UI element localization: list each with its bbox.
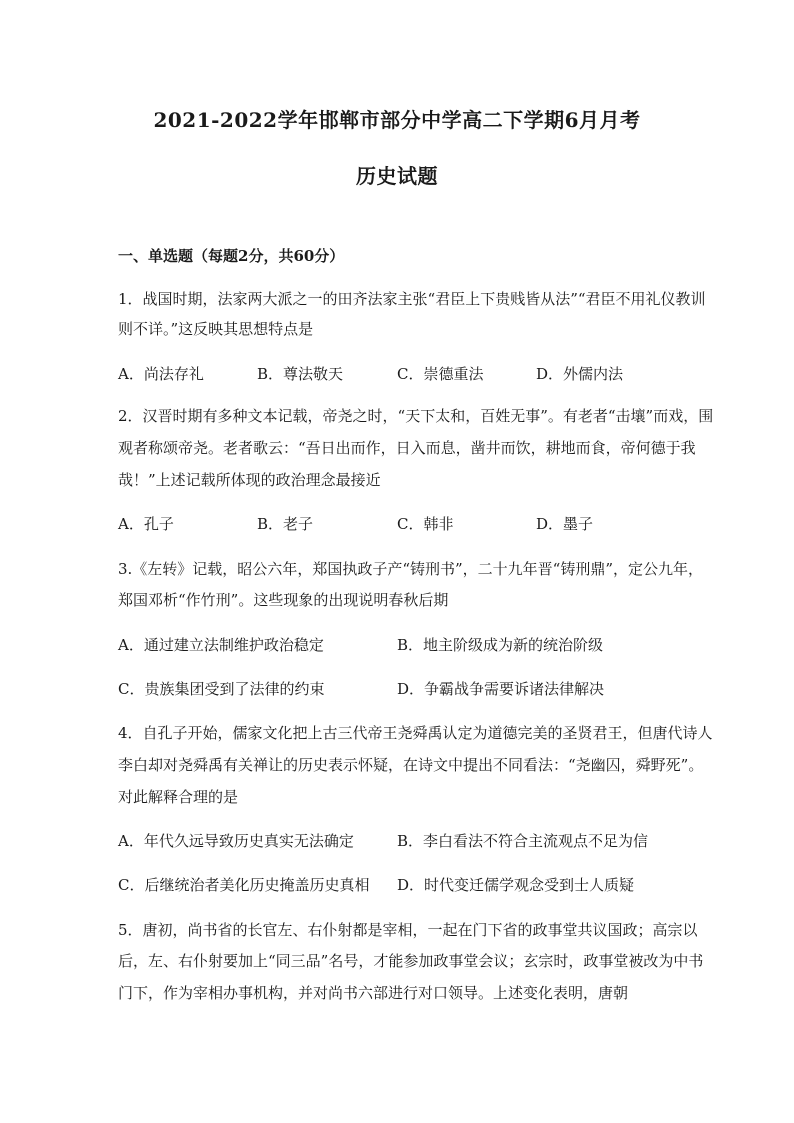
question-5-line-3: 门下，作为宰相办事机构，并对尚书六部进行对口领导。上述变化表明，唐朝 [118, 984, 629, 1002]
question-4-option-c: C．后继统治者美化历史掩盖历史真相 [118, 876, 370, 894]
question-4-option-b: B．李白看法不符合主流观点不足为信 [397, 832, 649, 850]
question-2-line-1: 2．汉晋时期有多种文本记载，帝尧之时，“天下太和，百姓无事”。有老者“击壤”而戏，围 [118, 407, 714, 425]
section-heading: 一、单选题（每题2分，共60分） [118, 247, 345, 265]
question-4-line-3: 对此解释合理的是 [118, 788, 239, 806]
exam-subject: 历史试题 [356, 164, 438, 188]
question-2-option-b: B．老子 [257, 515, 314, 533]
question-2-option-d: D．墨子 [536, 515, 594, 533]
question-3-option-b: B．地主阶级成为新的统治阶级 [397, 636, 604, 654]
question-5-line-2: 后，左、右仆射要加上“同三品”名号，才能参加政事堂会议；玄宗时，政事堂被改为中书 [118, 952, 704, 970]
question-3-option-d: D．争霸战争需要诉诸法律解决 [397, 680, 605, 698]
question-1-line-1: 1．战国时期，法家两大派之一的田齐法家主张“君臣上下贵贱皆从法”“君臣不用礼仪教训 [118, 290, 706, 308]
question-4-line-1: 4．自孔子开始，儒家文化把上古三代帝王尧舜禹认定为道德完美的圣贤君王，但唐代诗人 [118, 724, 713, 742]
question-1-option-b: B．尊法敬天 [257, 365, 344, 383]
question-1-option-d: D．外儒内法 [536, 365, 624, 383]
question-1-option-a: A．尚法存礼 [118, 365, 204, 383]
question-3-option-c: C．贵族集团受到了法律的约束 [118, 680, 325, 698]
question-3-line-1: 3.《左转》记载，昭公六年，郑国执政子产“铸刑书”，二十九年晋“铸刑鼎”，定公九年， [118, 560, 703, 578]
question-4-line-2: 李白却对尧舜禹有关禅让的历史表示怀疑，在诗文中提出不同看法：“尧幽囚，舜野死”。 [118, 756, 704, 774]
question-5-line-1: 5．唐初，尚书省的长官左、右仆射都是宰相，一起在门下省的政事堂共议国政；高宗以 [118, 921, 698, 939]
question-4-option-d: D．时代变迁儒学观念受到士人质疑 [397, 876, 635, 894]
question-2-option-c: C．韩非 [397, 515, 454, 533]
exam-title: 2021-2022学年邯郸市部分中学高二下学期6月月考 [153, 108, 641, 132]
question-2-line-2: 观者称颂帝尧。老者歌云：“吾日出而作，日入而息，凿井而饮，耕地而食，帝何德于我 [118, 439, 696, 457]
question-1-option-c: C．崇德重法 [397, 365, 484, 383]
question-2-option-a: A．孔子 [118, 515, 174, 533]
question-2-line-3: 哉！”上述记载所体现的政治理念最接近 [118, 471, 381, 489]
question-3-line-2: 郑国邓析“作竹刑”。这些现象的出现说明春秋后期 [118, 591, 449, 609]
question-3-option-a: A．通过建立法制维护政治稳定 [118, 636, 324, 654]
question-4-option-a: A．年代久远导致历史真实无法确定 [118, 832, 354, 850]
question-1-line-2: 则不详。”这反映其思想特点是 [118, 320, 314, 338]
